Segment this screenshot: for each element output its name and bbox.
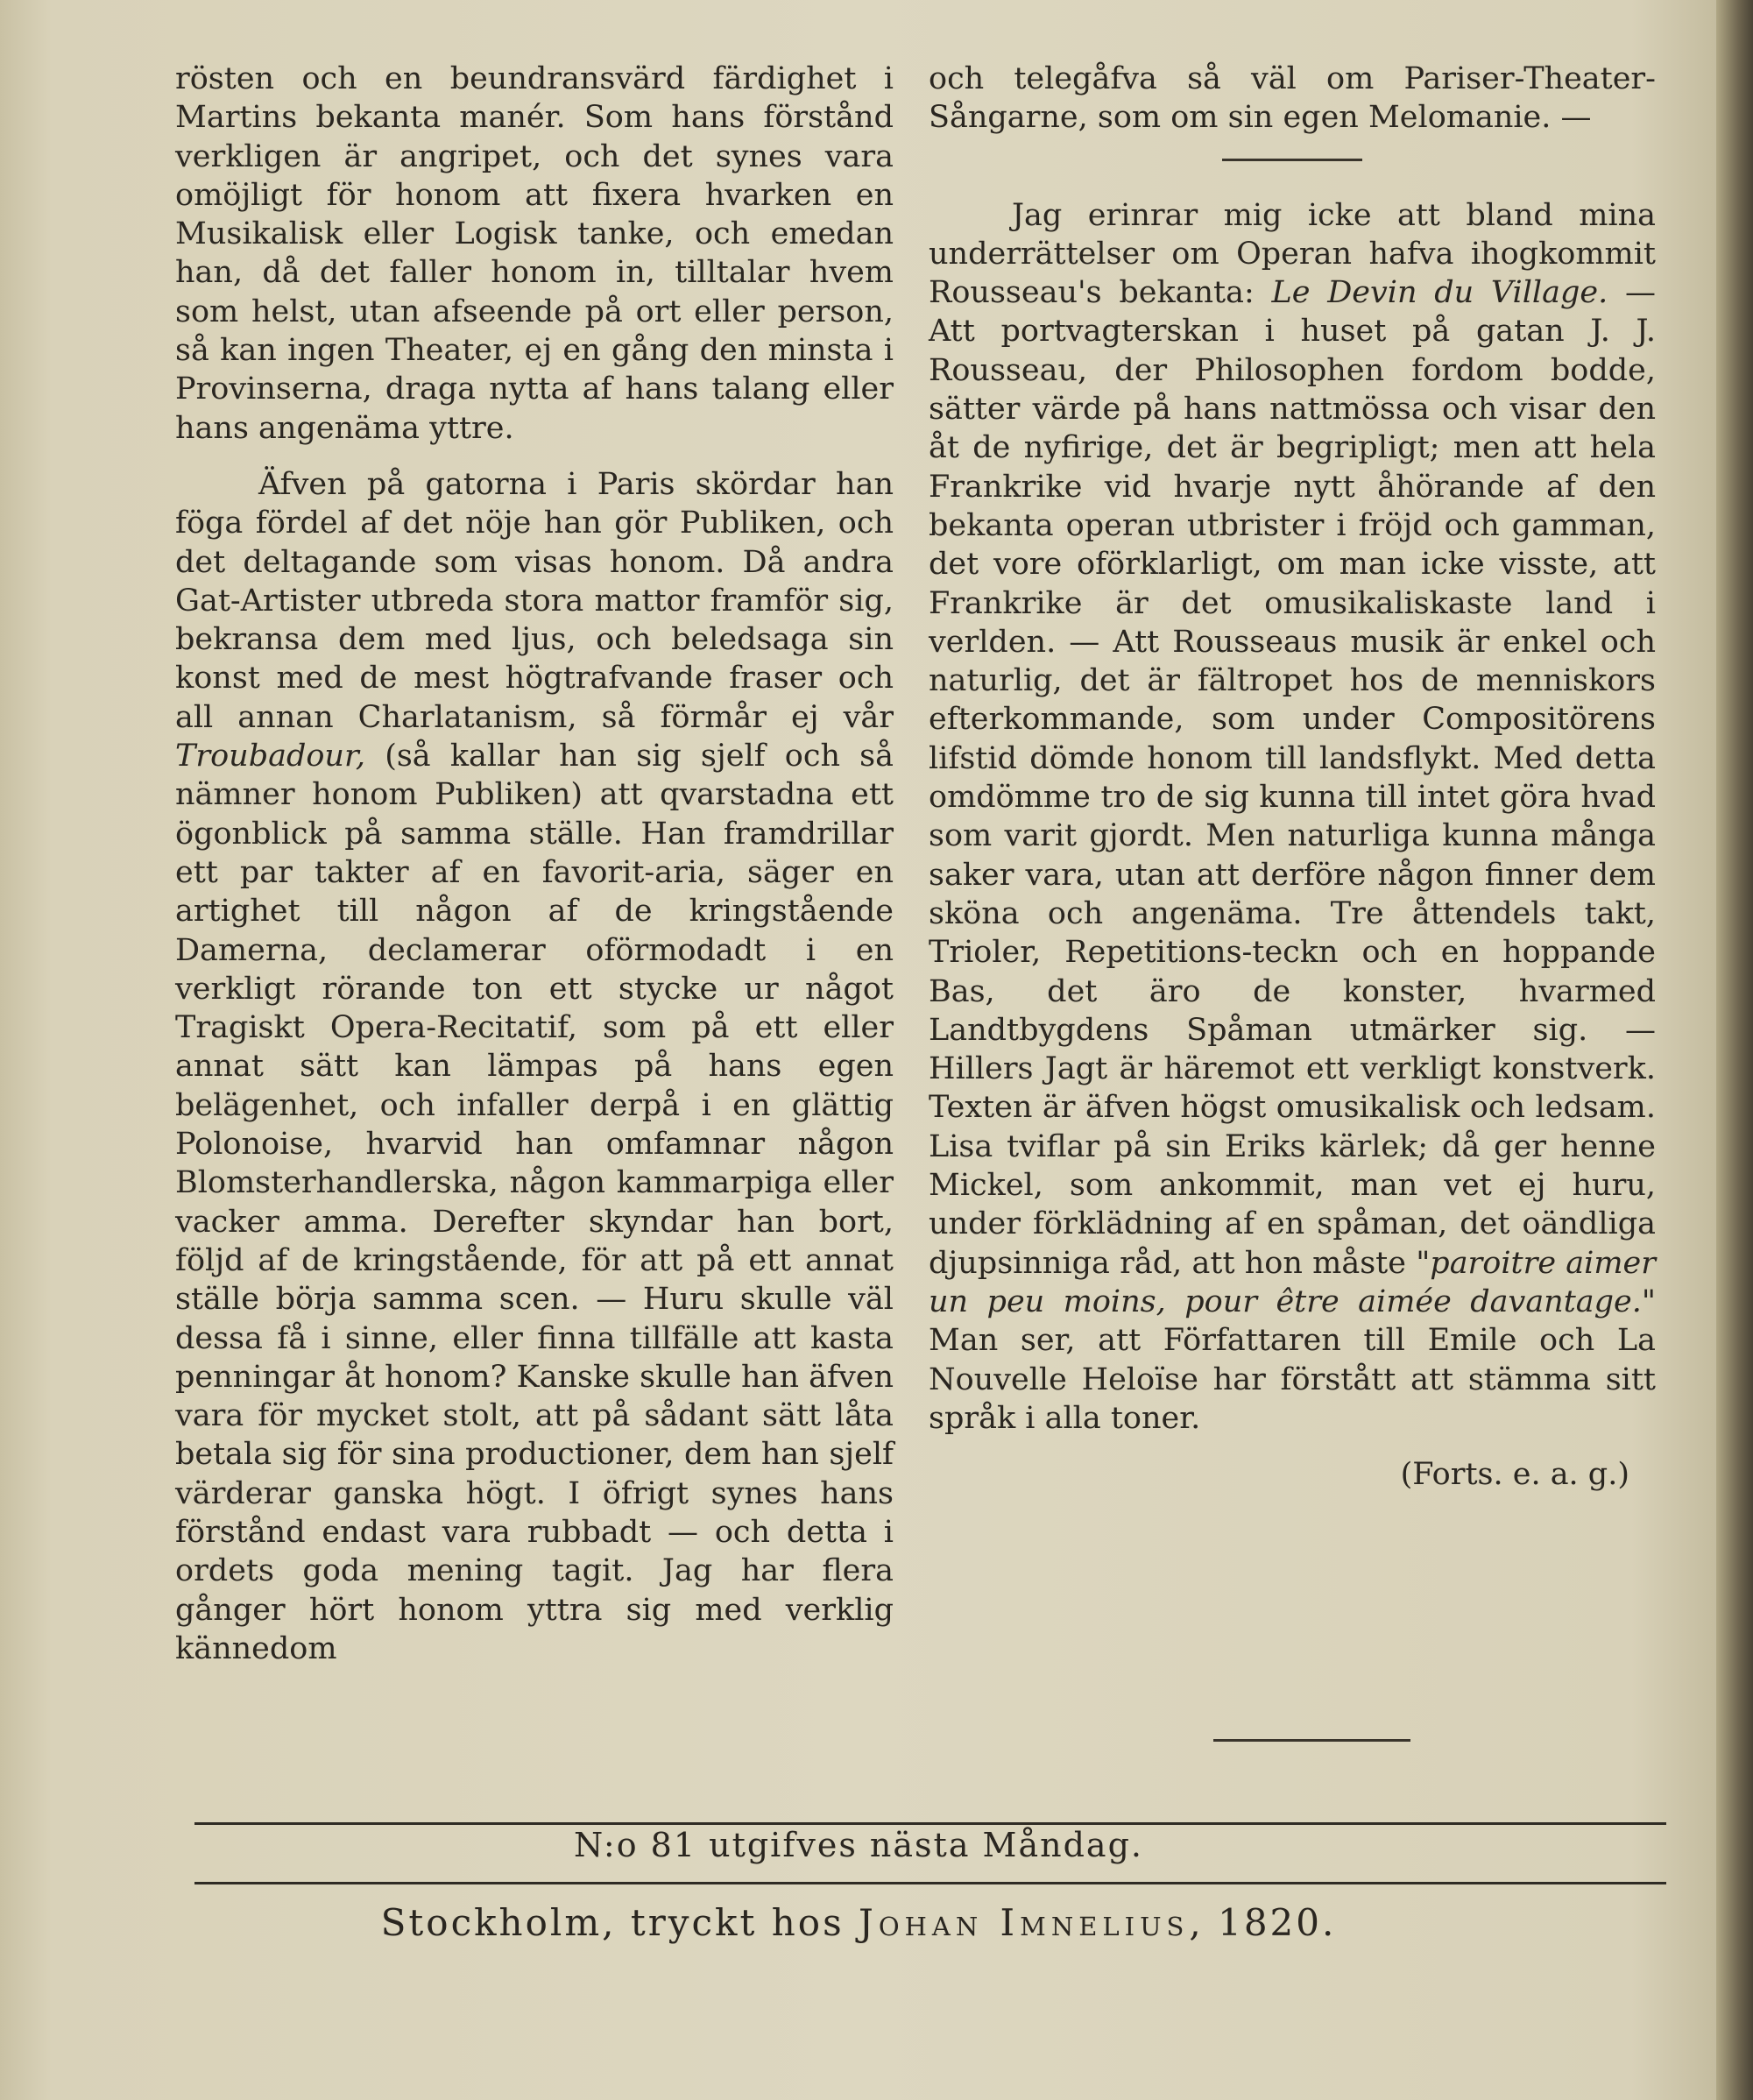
left-paragraph-2: Äfven på gatorna i Paris skördar han föga fördel af det nöje han gör Publiken, och det deltagande som visas honom. Då andra Gat-Artister utbreda stora mattor framför sig, bekransa dem med ljus, och beledsaga sin konst med de mest högtrafvande fraser och all annan Charlatanism, så förmår ej vår Troubadour, (så kallar han sig sjelf och så nämner honom Publiken) att qvarstadna ett ögonblick på samma ställe. Han framdrillar ett par takter af en favorit-aria, säger en artighet till någon af de kringstående Damerna, declamerar oförmodadt i en verkligt rörande ton ett stycke ur något Tragiskt Opera-Recitatif, som på ett eller annat sätt kan lämpas på hans egen belägenhet, och infaller derpå i en glättig Polonoise, hvarvid han omfamnar någon Blomsterhandlerska, någon kammarpiga eller vacker amma. Derefter skyndar han bort, följd af de kringstående, för att på ett annat ställe börja samma scen. — Huru skulle väl dessa få i sinne, eller finna tillfälle att kasta penningar åt honom? Kanske skulle han äfven vara för mycket stolt, att på sådant sätt låta betala sig för sina productioner, dem han sjelf värderar ganska högt. I öfrigt synes hans förstånd endast vara rubbadt — och detta i ordets goda mening tagit. Jag har flera gånger hört honom yttra sig med verklig kännedom [175,466,894,1666]
continuation-note: (Forts. e. a. g.) [1400,1457,1629,1493]
right-paragraph-2: Jag erinrar mig icke att bland mina underrättelser om Operan hafva ihogkommit Rousseau's bekanta: Le Devin du Village. — Att portvagterskan i huset på gatan J. J. Rousseau, der Philosophen fordom bodde, sätter värde på hans nattmössa och visar den åt de nyfirige, det är begripligt; men att hela Frankrike vid hvarje nytt åhörande af den bekanta operan utbrister i fröjd och gamman, det vore oförklarligt, om man icke visste, att Frankrike är det omusikaliskaste land i verlden. — Att Rousseaus musik är enkel och naturlig, det är fältropet hos de menniskors efterkommande, som under Compositörens lifstid dömde honom till landsflykt. Med detta omdömme tro de sig kunna till intet göra hvad som varit gjordt. Men naturliga kunna många saker vara, utan att derföre någon finner dem sköna och angenäma. Tre åttendels takt, Trioler, Repetitions-teckn och en hoppande Bas, det äro de konster, hvarmed Landtbygdens Spåman utmärker sig. — Hillers Jagt är häremot ett verkligt konstverk. Texten är äfven högst omusikalisk och ledsam. Lisa tviflar på sin Eriks kärlek; då ger henne Mickel, som ankommit, man vet ej huru, under förklädning af en spåman, det oändliga djupsinniga råd, att hon måste "paroitre aimer un peu moins, pour être aimée davantage." Man ser, att Författaren till Emile och La Nouvelle Heloïse har förstått att stämma sitt språk i alla toner. [929,197,1656,1436]
book-spine [1716,0,1753,2100]
right-column [929,60,1656,1494]
opera-title-emphasis: Le Devin du Village. [1271,275,1608,311]
end-divider [1213,1739,1410,1742]
right-paragraph-1: och telegåfva så väl om Pariser-Theater-Sångarne, som om sin egen Melomanie. — [929,61,1656,136]
left-paragraph-1: rösten och en beundransvärd färdighet i Martins bekanta manér. Som hans förstånd verkligen är angripet, och det synes vara omöjligt för honom att fixera hvarken en Musikalisk eller Logisk tanke, och emedan han, då det faller honom in, tilltalar hvem som helst, utan afseende på ort eller person, så kan ingen Theater, ej en gång den minsta i Provinserna, draga nytta af hans talang eller hans angenäma yttre. [175,61,894,446]
imprint: Stockholm, tryckt hos Johan Imnelius, 1820. [380,1901,1337,1944]
left-column [175,60,894,1668]
next-issue-notice: N:o 81 utgifves nästa Måndag. [574,1826,1143,1864]
footer-rule-top [194,1822,1666,1825]
section-divider [1222,159,1362,161]
french-quote-emphasis: "paroitre aimer un peu moins, pour être aimée davantage." [929,1245,1656,1319]
footer-rule-bottom [194,1882,1666,1884]
printer-name: Johan Imnelius [858,1901,1190,1944]
troubadour-emphasis: Troubadour, [175,739,365,774]
